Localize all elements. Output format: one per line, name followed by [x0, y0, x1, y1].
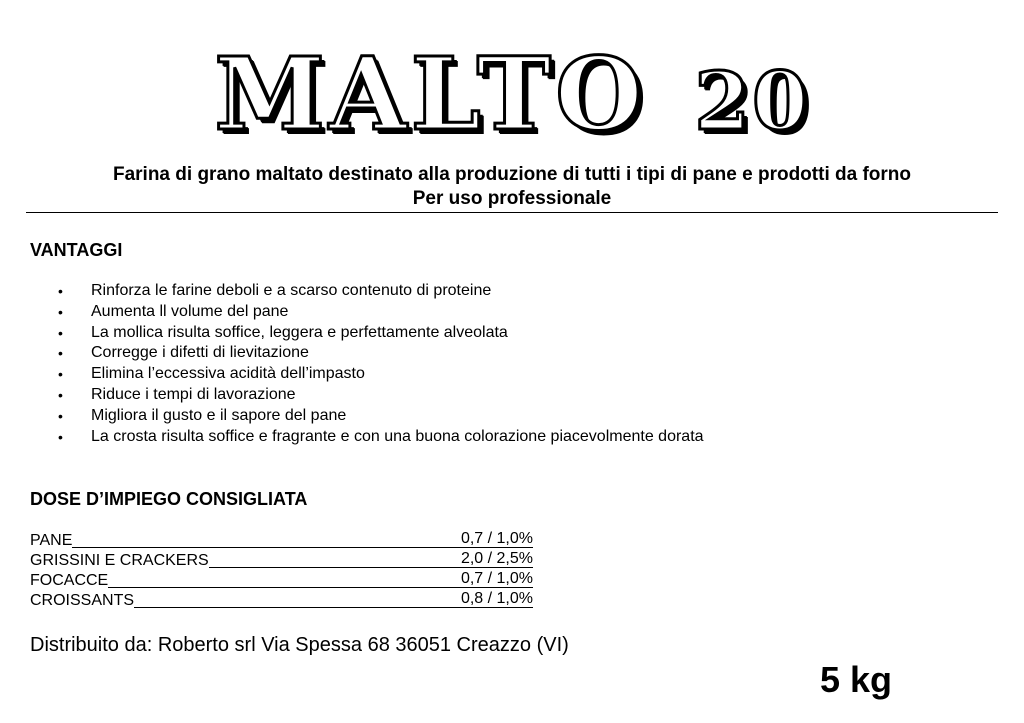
leader-line — [72, 531, 461, 548]
bullet-icon: • — [58, 303, 63, 320]
leader-line — [209, 551, 461, 568]
bullet-icon: • — [58, 428, 63, 445]
list-item-text: La crosta risulta soffice e fragrante e con una buona colorazione piacevolmente dorata — [91, 427, 704, 445]
dose-row — [30, 550, 533, 570]
list-item-text: La mollica risulta soffice, leggera e perfettamente alveolata — [91, 323, 508, 341]
dose-value: 0,7 / 1,0% — [460, 530, 533, 547]
product-number: 20 — [694, 54, 810, 148]
dose-product: GRISSINI E CRACKERS — [30, 552, 209, 569]
distributor-info: Distribuito da: Roberto srl Via Spessa 68 36051 Creazzo (VI) — [30, 634, 569, 656]
bullet-icon: • — [58, 366, 63, 383]
dose-row — [30, 590, 533, 610]
list-item-text: Rinforza le farine deboli e a scarso contenuto di proteine — [91, 282, 492, 299]
usage-note: Per uso professionale — [412, 188, 612, 209]
list-item — [0, 364, 1024, 385]
list-item-text: Corregge i difetti di lievitazione — [91, 344, 309, 362]
dose-row — [30, 530, 533, 550]
leader-line — [108, 571, 461, 588]
list-item — [0, 281, 1024, 302]
bullet-icon: • — [58, 386, 63, 403]
list-item-text: Migliora il gusto e il sapore del pane — [91, 406, 347, 424]
product-name: MALTO — [214, 35, 647, 153]
bullet-icon: • — [58, 407, 63, 424]
list-item — [0, 323, 1024, 344]
product-title — [0, 35, 1024, 157]
dose-product: FOCACCE — [30, 572, 109, 589]
vantaggi-list — [0, 281, 1024, 447]
dose-product: CROISSANTS — [30, 592, 135, 609]
dose-row — [30, 570, 533, 590]
leader-line — [134, 591, 461, 608]
dose-value: 0,7 / 1,0% — [460, 570, 533, 587]
dose-value: 0,8 / 1,0% — [460, 590, 533, 607]
dose-value: 2,0 / 2,5% — [460, 550, 533, 567]
list-item-text: Riduce i tempi di lavorazione — [91, 385, 296, 403]
list-item — [0, 406, 1024, 427]
header-divider — [26, 212, 998, 213]
dose-product: PANE — [30, 532, 73, 549]
bullet-icon: • — [58, 283, 63, 299]
product-description: Farina di grano maltato destinato alla produzione di tutti i tipi di pane e prodotti da forno — [112, 164, 911, 185]
bullet-icon: • — [58, 345, 63, 362]
list-item — [0, 343, 1024, 364]
list-item-text: Elimina l’eccessiva acidità dell’impasto — [91, 365, 365, 383]
net-weight: 5 kg — [820, 659, 893, 700]
vantaggi-heading: VANTAGGI — [30, 240, 123, 260]
list-item — [0, 302, 1024, 323]
list-item — [0, 385, 1024, 406]
dose-table — [30, 530, 533, 610]
list-item — [0, 427, 1024, 448]
dose-heading: DOSE D’IMPIEGO CONSIGLIATA — [30, 489, 308, 509]
product-title-text — [214, 35, 810, 157]
list-item-text: Aumenta ll volume del pane — [91, 302, 289, 320]
bullet-icon: • — [58, 324, 63, 341]
